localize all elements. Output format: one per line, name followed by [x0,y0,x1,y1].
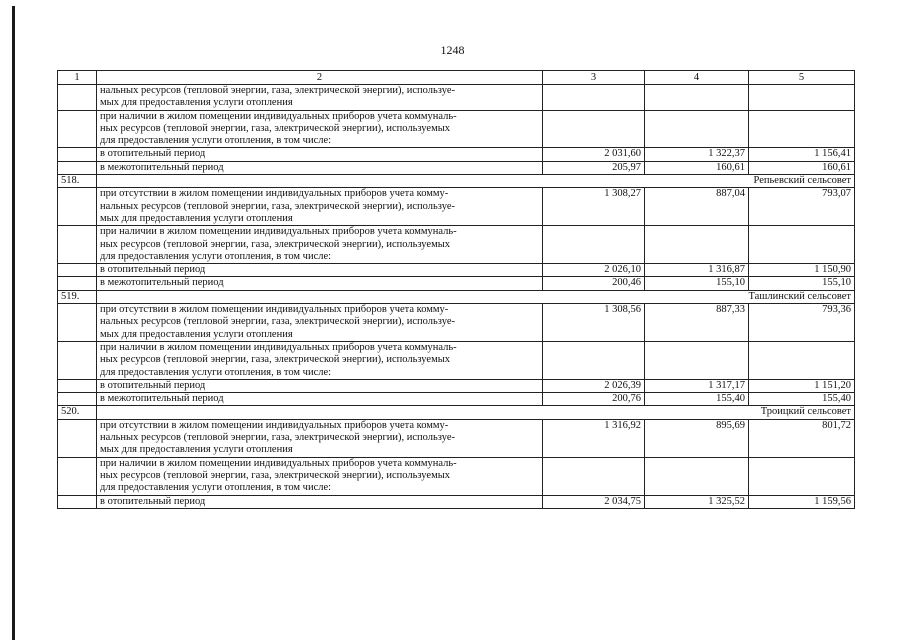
row-description [97,393,543,406]
description-line: в межотопительный период [100,393,224,405]
value-column-4: 1 322,37 [645,148,749,161]
row-index-cell [58,264,97,277]
value-column-4: 1 316,87 [645,264,749,277]
region-index: 518. [58,175,97,188]
row-index-cell [58,304,97,342]
table-row [58,495,855,508]
region-index: 520. [58,406,97,419]
value-column-5 [749,457,855,495]
value-column-4: 887,33 [645,304,749,342]
row-index-cell [58,379,97,392]
row-description [97,304,543,342]
row-description [97,341,543,379]
description-line: при отсутствии в жилом помещении индивидуальных приборов учета комму- [100,188,449,200]
value-column-4: 160,61 [645,161,749,174]
row-description [97,277,543,290]
value-column-5: 1 156,41 [749,148,855,161]
region-name: Репьевский сельсовет [97,175,855,188]
row-description [97,188,543,226]
description-line: ных ресурсов (тепловой энергии, газа, электрической энергии), используемых [100,354,451,366]
row-index-cell [58,341,97,379]
description-line: в отопительный период [100,264,206,276]
value-column-5: 1 151,20 [749,379,855,392]
row-index-cell [58,188,97,226]
page-number: 1248 [440,43,465,57]
table-row [58,85,855,111]
description-line: мых для предоставления услуги отопления [100,444,293,456]
row-description [97,264,543,277]
value-column-5 [749,85,855,111]
row-description [97,85,543,111]
row-index-cell [58,277,97,290]
table-row [58,277,855,290]
value-column-3: 1 316,92 [543,419,645,457]
value-column-3: 200,46 [543,277,645,290]
value-column-3: 1 308,56 [543,304,645,342]
table-row [58,393,855,406]
description-line: при наличии в жилом помещении индивидуальных приборов учета коммуналь- [100,110,457,122]
table-row [58,188,855,226]
column-header-3: 3 [543,71,645,85]
row-index-cell [58,495,97,508]
value-column-5: 793,07 [749,188,855,226]
value-column-3 [543,226,645,264]
column-header-5: 5 [749,71,855,85]
value-column-3: 2 026,39 [543,379,645,392]
region-row [58,290,855,303]
table-row [58,457,855,495]
table-row [58,341,855,379]
description-line: для предоставления услуги отопления, в том числе: [100,135,332,147]
row-description [97,419,543,457]
region-row [58,175,855,188]
value-column-4 [645,226,749,264]
value-column-5 [749,226,855,264]
value-column-4: 155,10 [645,277,749,290]
value-column-3: 1 308,27 [543,188,645,226]
region-name: Троицкий сельсовет [97,406,855,419]
row-index-cell [58,110,97,148]
row-description [97,148,543,161]
value-column-4: 887,04 [645,188,749,226]
header-row [58,71,855,85]
table-row [58,226,855,264]
row-index-cell [58,457,97,495]
value-column-3: 2 026,10 [543,264,645,277]
description-line: в отопительный период [100,148,206,160]
row-index-cell [58,161,97,174]
description-line: ных ресурсов (тепловой энергии, газа, электрической энергии), используемых [100,238,451,250]
description-line: в отопительный период [100,495,206,507]
value-column-3: 205,97 [543,161,645,174]
column-header-4: 4 [645,71,749,85]
value-column-3: 200,76 [543,393,645,406]
description-line: при отсутствии в жилом помещении индивидуальных приборов учета комму- [100,304,449,316]
table-row [58,110,855,148]
description-line: в межотопительный период [100,161,224,173]
description-line: при отсутствии в жилом помещении индивидуальных приборов учета комму- [100,419,449,431]
row-description [97,226,543,264]
value-column-4 [645,341,749,379]
table-row [58,304,855,342]
value-column-4 [645,85,749,111]
row-index-cell [58,226,97,264]
row-description [97,457,543,495]
tariff-table [57,70,855,509]
description-line: нальных ресурсов (тепловой энергии, газа, электрической энергии), используе- [100,85,455,96]
description-line: в отопительный период [100,379,206,391]
value-column-4: 1 325,52 [645,495,749,508]
value-column-5: 801,72 [749,419,855,457]
description-line: для предоставления услуги отопления, в том числе: [100,482,332,494]
column-header-1: 1 [58,71,97,85]
value-column-5 [749,110,855,148]
value-column-3 [543,457,645,495]
value-column-3 [543,85,645,111]
table-row [58,161,855,174]
description-line: нальных ресурсов (тепловой энергии, газа, электрической энергии), используе- [100,200,455,212]
value-column-3 [543,341,645,379]
column-header-2: 2 [97,71,543,85]
row-index-cell [58,85,97,111]
region-row [58,406,855,419]
description-line: для предоставления услуги отопления, в том числе: [100,250,332,262]
value-column-5: 160,61 [749,161,855,174]
row-index-cell [58,148,97,161]
row-index-cell [58,393,97,406]
scan-edge-bar [12,6,15,640]
region-name: Ташлинский сельсовет [97,290,855,303]
description-line: мых для предоставления услуги отопления [100,328,293,340]
value-column-5: 155,10 [749,277,855,290]
value-column-3: 2 034,75 [543,495,645,508]
value-column-5: 793,36 [749,304,855,342]
row-index-cell [58,419,97,457]
value-column-4: 895,69 [645,419,749,457]
description-line: ных ресурсов (тепловой энергии, газа, электрической энергии), используемых [100,469,451,481]
value-column-4 [645,457,749,495]
table-row [58,379,855,392]
value-column-5: 1 159,56 [749,495,855,508]
description-line: мых для предоставления услуги отопления [100,97,293,109]
description-line: мых для предоставления услуги отопления [100,212,293,224]
value-column-3: 2 031,60 [543,148,645,161]
row-description [97,110,543,148]
region-index: 519. [58,290,97,303]
table-row [58,264,855,277]
description-line: для предоставления услуги отопления, в том числе: [100,366,332,378]
table-row [58,148,855,161]
row-description [97,161,543,174]
table-body [58,71,855,509]
description-line: при наличии в жилом помещении индивидуальных приборов учета коммуналь- [100,341,457,353]
description-line: при наличии в жилом помещении индивидуальных приборов учета коммуналь- [100,226,457,238]
row-description [97,495,543,508]
value-column-4 [645,110,749,148]
value-column-4: 1 317,17 [645,379,749,392]
table-row [58,419,855,457]
row-description [97,379,543,392]
value-column-5: 1 150,90 [749,264,855,277]
value-column-3 [543,110,645,148]
description-line: при наличии в жилом помещении индивидуальных приборов учета коммуналь- [100,457,457,469]
value-column-5: 155,40 [749,393,855,406]
value-column-4: 155,40 [645,393,749,406]
value-column-5 [749,341,855,379]
description-line: нальных ресурсов (тепловой энергии, газа, электрической энергии), используе- [100,432,455,444]
description-line: ных ресурсов (тепловой энергии, газа, электрической энергии), используемых [100,122,451,134]
description-line: в межотопительный период [100,277,224,289]
description-line: нальных ресурсов (тепловой энергии, газа, электрической энергии), используе- [100,316,455,328]
